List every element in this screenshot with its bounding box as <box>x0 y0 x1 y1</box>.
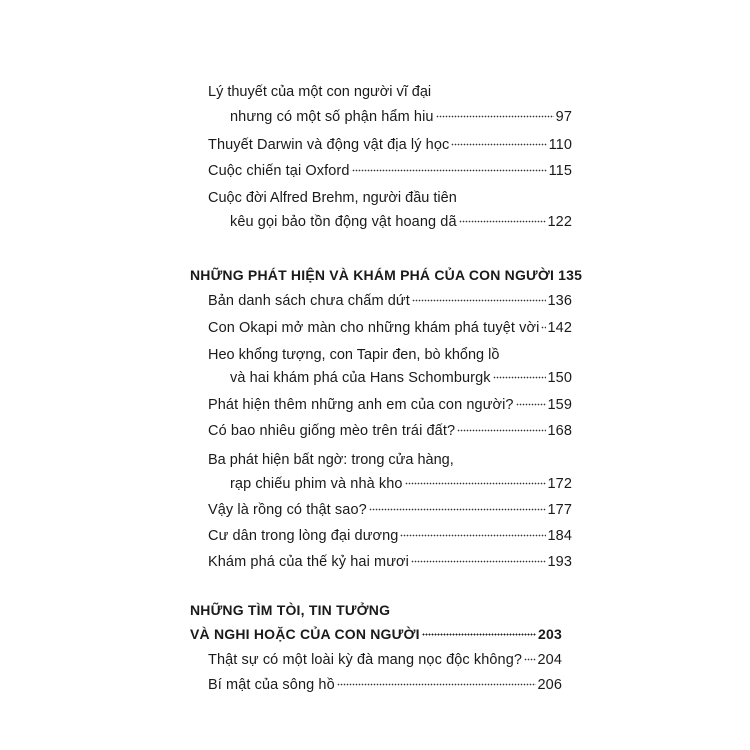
toc-entry-text: Thật sự có một loài kỳ đà mang nọc độc không? <box>208 652 523 668</box>
toc-entry[interactable] <box>208 526 572 546</box>
toc-entry-text: Vậy là rồng có thật sao? <box>208 502 367 518</box>
toc-entry-text: Heo khổng tượng, con Tapir đen, bò khổng lồ <box>208 347 500 363</box>
toc-entry[interactable] <box>208 135 572 155</box>
toc-entry-text: Ba phát hiện bất ngờ: trong cửa hàng, <box>208 452 454 468</box>
dot-leader <box>524 657 535 661</box>
dot-leader <box>457 428 545 432</box>
toc-entry-text: Có bao nhiêu giống mèo trên trái đất? <box>208 423 456 439</box>
dot-leader <box>459 219 546 223</box>
dot-leader <box>516 402 546 406</box>
toc-page-number: 168 <box>547 423 572 439</box>
toc-page-number: 203 <box>538 626 562 642</box>
toc-page-number: 136 <box>547 293 572 309</box>
toc-entry-text: Cuộc chiến tại Oxford <box>208 163 350 179</box>
dot-leader <box>369 507 546 511</box>
toc-page-number: 135 <box>558 267 583 283</box>
toc-page-number: 115 <box>548 163 572 179</box>
toc-entry[interactable] <box>208 552 572 572</box>
toc-page-number: 172 <box>547 476 572 492</box>
dot-leader <box>451 142 546 146</box>
toc-entry[interactable] <box>208 650 562 670</box>
toc-entry[interactable] <box>208 395 572 415</box>
dot-leader <box>411 559 546 563</box>
dot-leader <box>436 114 554 118</box>
toc-entry[interactable] <box>230 474 572 494</box>
toc-entry-text: và hai khám phá của Hans Schomburgk <box>230 370 491 386</box>
toc-page-number: 159 <box>547 397 572 413</box>
toc-section-text: NHỮNG PHÁT HIỆN VÀ KHÁM PHÁ CỦA CON NGƯỜI <box>190 267 555 283</box>
dot-leader <box>422 632 536 636</box>
toc-section-heading[interactable] <box>190 265 583 285</box>
toc-page-number: 206 <box>537 677 562 693</box>
toc-page-number: 184 <box>547 528 572 544</box>
toc-entry-text: Cư dân trong lòng đại dương <box>208 528 399 544</box>
toc-section-heading[interactable] <box>190 624 562 644</box>
toc-entry[interactable] <box>208 318 572 338</box>
toc-entry-text: rạp chiếu phim và nhà kho <box>230 476 403 492</box>
toc-entry[interactable] <box>208 500 572 520</box>
toc-entry-text: nhưng có một số phận hẩm hiu <box>230 109 434 125</box>
toc-entry-text: Thuyết Darwin và động vật địa lý học <box>208 137 450 153</box>
toc-page-number: 142 <box>547 320 572 336</box>
toc-entry-text: kêu gọi bảo tồn động vật hoang dã <box>230 214 457 230</box>
toc-entry-text: Bản danh sách chưa chấm dứt <box>208 293 410 309</box>
toc-entry[interactable] <box>230 212 572 232</box>
toc-page-number: 204 <box>537 652 562 668</box>
toc-entry-text: Cuộc đời Alfred Brehm, người đầu tiên <box>208 190 457 206</box>
toc-entry[interactable] <box>230 368 572 388</box>
toc-page-number: 97 <box>555 109 572 125</box>
toc-page-number: 110 <box>548 137 572 153</box>
toc-entry-text: Khám phá của thế kỷ hai mươi <box>208 554 409 570</box>
toc-page-number: 177 <box>547 502 572 518</box>
dot-leader <box>412 298 546 302</box>
dot-leader <box>400 533 545 537</box>
toc-entry-text: Lý thuyết của một con người vĩ đại <box>208 84 432 100</box>
toc-page-number: 193 <box>547 554 572 570</box>
dot-leader <box>405 481 546 485</box>
toc-entry-text: Bí mật của sông hồ <box>208 677 335 693</box>
toc-entry[interactable] <box>208 675 562 695</box>
toc-page-number: 122 <box>547 214 572 230</box>
dot-leader <box>493 375 546 379</box>
toc-section-heading: NHỮNG TÌM TÒI, TIN TƯỞNG <box>190 602 391 618</box>
dot-leader <box>337 682 536 686</box>
toc-entry[interactable] <box>208 421 572 441</box>
dot-leader <box>541 325 545 329</box>
toc-section-text: VÀ NGHI HOẶC CỦA CON NGƯỜI <box>190 626 420 642</box>
toc-page-number: 150 <box>547 370 572 386</box>
toc-entry-text: Con Okapi mở màn cho những khám phá tuyệt vời <box>208 320 540 336</box>
toc-entry[interactable] <box>208 291 572 311</box>
toc-entry[interactable] <box>230 107 572 127</box>
dot-leader <box>352 168 547 172</box>
toc-entry-text: Phát hiện thêm những anh em của con người? <box>208 397 514 413</box>
toc-entry[interactable] <box>208 161 572 181</box>
